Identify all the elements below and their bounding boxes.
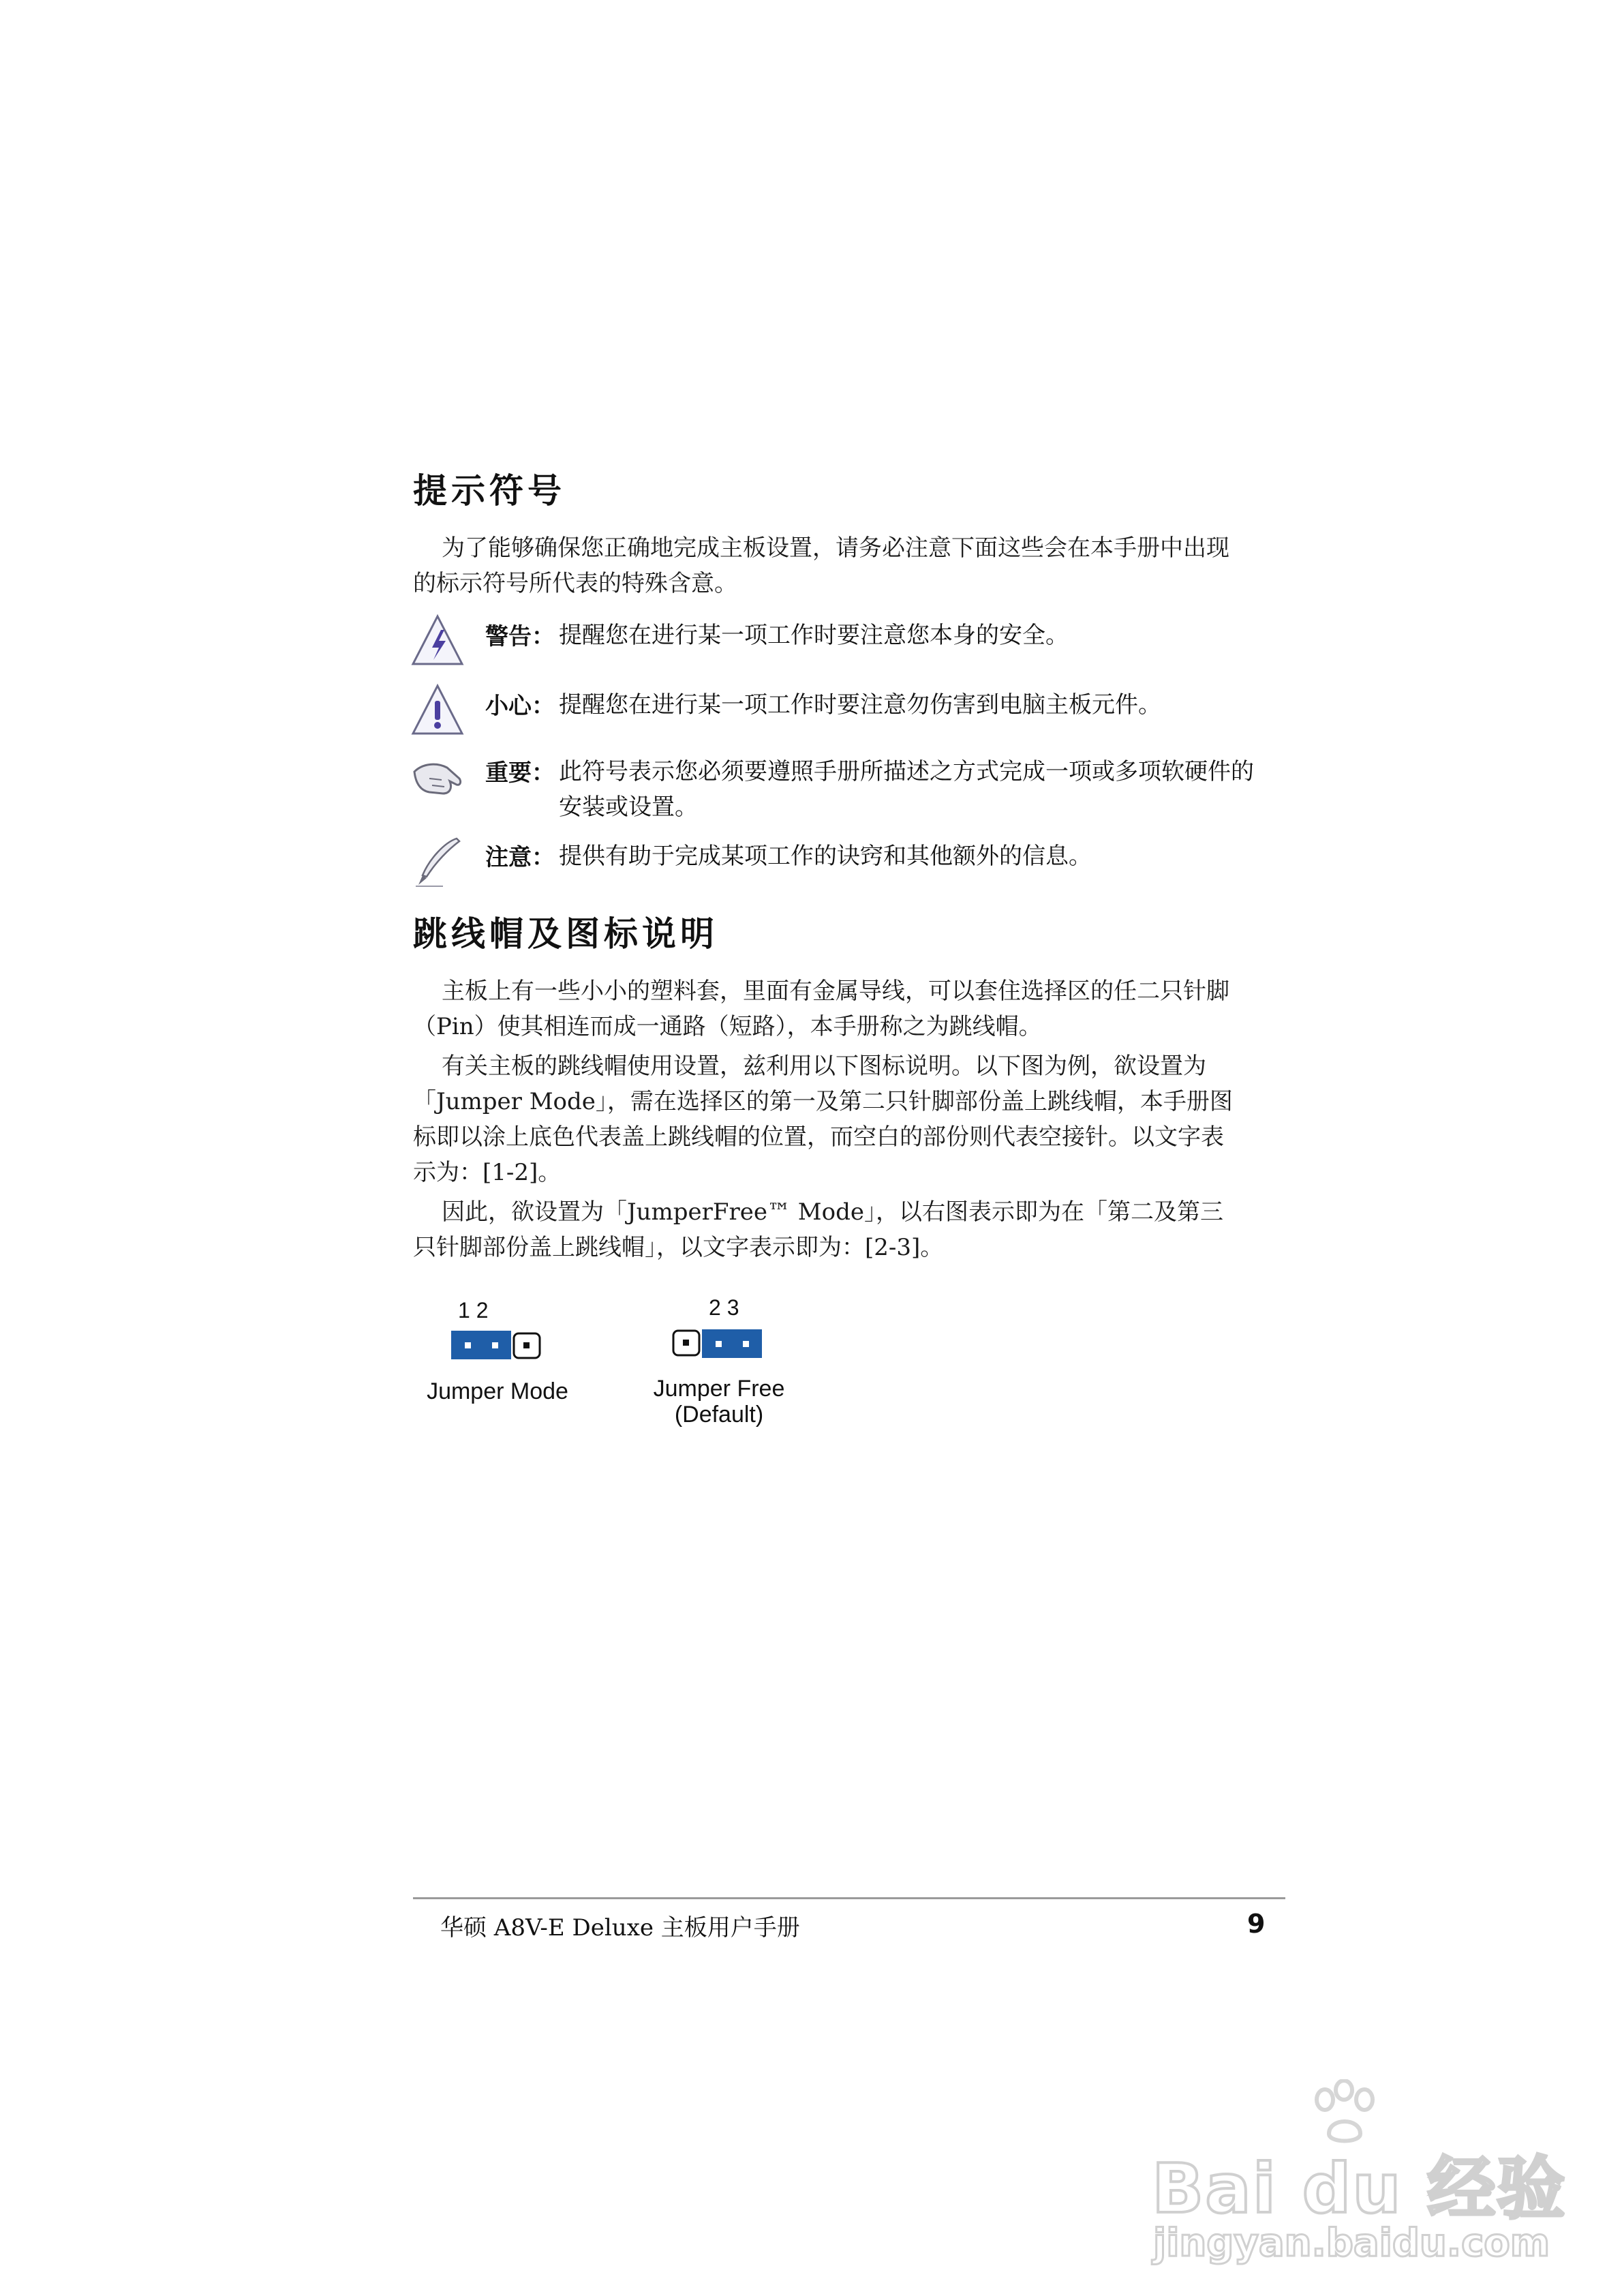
jumper-paragraph-2: 有关主板的跳线帽使用设置，兹利用以下图标说明。以下图为例，欲设置为「Jumper Mode」，需在选择区的第一及第二只针脚部份盖上跳线帽，本手册图标即以涂上底色代表盖上跳线帽的位置，而空白的部份则代表空接针。以文字表示为：[1-2]。 <box>413 1053 1233 1186</box>
note-caution <box>409 682 1254 750</box>
page-number: 9 <box>1247 1909 1266 1939</box>
jumper-free-diagram <box>671 1327 766 1361</box>
note-note <box>409 833 1254 901</box>
important-hand-icon <box>409 749 466 806</box>
note-label: 警告： <box>485 623 555 650</box>
pin-3 <box>743 1341 749 1347</box>
note-text: 提供有助于完成某项工作的诀窍和其他额外的信息。 <box>559 843 1092 870</box>
symbols-intro-paragraph: 为了能够确保您正确地完成主板设置，请务必注意下面这些会在本手册中出现的标示符号所代表的特殊含意。 <box>413 534 1229 597</box>
note-text: 此符号表示您必须要遵照手册所描述之方式完成一项或多项软硬件的安装或设置。 <box>559 758 1254 821</box>
baidu-jingyan-watermark <box>1152 2079 1567 2270</box>
jumper-cap <box>451 1331 511 1359</box>
note-text: 提醒您在进行某一项工作时要注意勿伤害到电脑主板元件。 <box>559 691 1161 719</box>
jumper-mode-pin-numbers: 1 2 <box>458 1298 489 1323</box>
pin-1 <box>683 1340 689 1346</box>
jumper-cap <box>702 1329 762 1358</box>
watermark-url: jingyan.baidu.com <box>1153 2221 1550 2265</box>
section-title-symbols: 提示符号 <box>413 471 566 511</box>
note-text: 提醒您在进行某一项工作时要注意您本身的安全。 <box>559 622 1069 649</box>
section-title-jumpers: 跳线帽及图标说明 <box>413 914 718 954</box>
footer-divider <box>413 1897 1285 1899</box>
jumper-mode-diagram <box>450 1328 545 1362</box>
jumper-free-caption <box>634 1376 804 1428</box>
jumper-free-caption-line2: (Default) <box>674 1402 764 1428</box>
note-label: 注意： <box>485 844 555 871</box>
jumper-paragraph-1: 主板上有一些小小的塑料套，里面有金属导线，可以套住选择区的任二只针脚（Pin）使其相连而成一通路（短路），本手册称之为跳线帽。 <box>413 978 1229 1040</box>
pin-3 <box>523 1342 530 1348</box>
jumper-mode-caption: Jumper Mode <box>427 1378 568 1404</box>
note-warning <box>409 612 1254 680</box>
footer-title: 华硕 A8V-E Deluxe 主板用户手册 <box>440 1914 800 1942</box>
watermark-brand: Bai du 经验 <box>1152 2149 1567 2229</box>
pin-1 <box>465 1342 471 1348</box>
jumper-free-caption-line1: Jumper Free <box>653 1376 785 1402</box>
note-label: 重要： <box>485 759 555 787</box>
jumper-free-pin-numbers: 2 3 <box>709 1295 739 1320</box>
note-important <box>409 749 1254 837</box>
note-pen-icon <box>409 833 466 890</box>
caution-exclamation-icon <box>409 682 466 739</box>
pin-2 <box>492 1342 498 1348</box>
note-label: 小心： <box>485 693 555 720</box>
pin-2 <box>716 1341 722 1347</box>
jumper-paragraph-3: 因此，欲设置为「JumperFree™ Mode」，以右图表示即为在「第二及第三只针脚部份盖上跳线帽」，以文字表示即为：[2-3]。 <box>413 1198 1223 1261</box>
warning-bolt-icon <box>409 612 466 669</box>
